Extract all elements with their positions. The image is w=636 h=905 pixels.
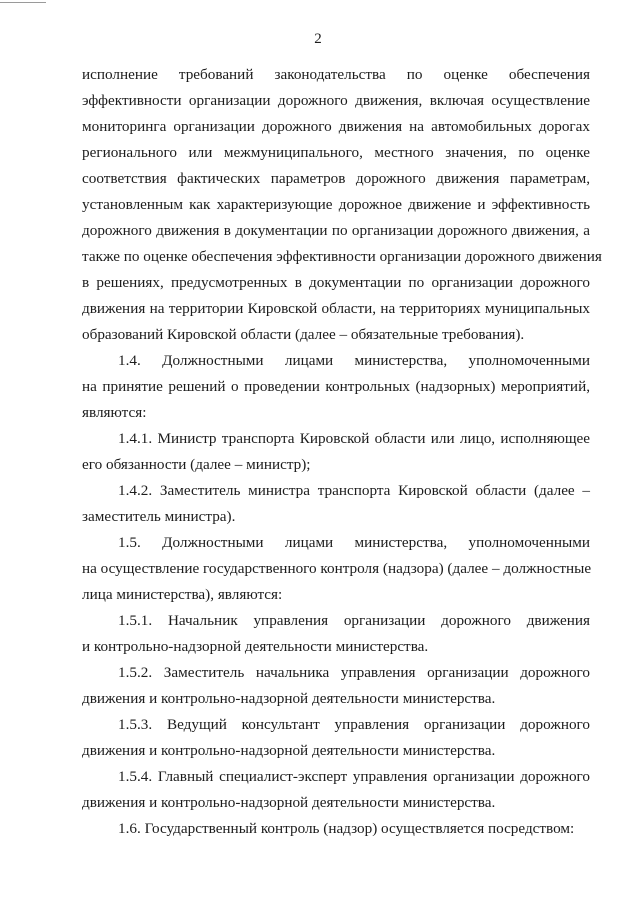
- document-line: 1.4.2. Заместитель министра транспорта Кировской области (далее –: [118, 482, 590, 499]
- document-line: лица министерства), являются:: [82, 586, 283, 603]
- document-line: движения и контрольно-надзорной деятельности министерства.: [82, 794, 496, 811]
- document-line: на осуществление государственного контроля (надзора) (далее – должностные: [82, 560, 592, 577]
- document-line: в решениях, предусмотренных в документации по организации дорожного: [82, 274, 590, 291]
- document-line: являются:: [82, 404, 147, 421]
- document-line: дорожного движения в документации по организации дорожного движения, а: [82, 222, 590, 239]
- document-line: на принятие решений о проведении контрольных (надзорных) мероприятий,: [82, 378, 590, 395]
- document-line: 1.4.1. Министр транспорта Кировской области или лицо, исполняющее: [118, 430, 590, 447]
- scan-corner-mark: [0, 2, 46, 3]
- document-line: движения и контрольно-надзорной деятельности министерства.: [82, 690, 496, 707]
- document-line: 1.5.2. Заместитель начальника управления организации дорожного: [118, 664, 590, 681]
- document-line: движения на территории Кировской области, на территориях муниципальных: [82, 300, 590, 317]
- document-line: его обязанности (далее – министр);: [82, 456, 311, 473]
- document-line: мониторинга организации дорожного движения на автомобильных дорогах: [82, 118, 590, 135]
- document-line: также по оценке обеспечения эффективности организации дорожного движения: [82, 248, 602, 265]
- document-line: движения и контрольно-надзорной деятельности министерства.: [82, 742, 496, 759]
- document-line: 1.5.3. Ведущий консультант управления организации дорожного: [118, 716, 590, 733]
- document-line: и контрольно-надзорной деятельности министерства.: [82, 638, 429, 655]
- document-line: 1.5.4. Главный специалист-эксперт управления организации дорожного: [118, 768, 590, 785]
- page-number: 2: [314, 31, 322, 47]
- document-line: 1.6. Государственный контроль (надзор) осуществляется посредством:: [118, 820, 575, 837]
- document-line: 1.5. Должностными лицами министерства, уполномоченными: [118, 534, 590, 551]
- document-line: установленным как характеризующие дорожное движение и эффективность: [82, 196, 590, 213]
- document-line: заместитель министра).: [82, 508, 236, 525]
- document-line: соответствия фактических параметров дорожного движения параметрам,: [82, 170, 590, 187]
- document-line: образований Кировской области (далее – обязательные требования).: [82, 326, 525, 343]
- document-line: 1.5.1. Начальник управления организации дорожного движения: [118, 612, 590, 629]
- document-line: эффективности организации дорожного движения, включая осуществление: [82, 92, 590, 109]
- document-line: регионального или межмуниципального, местного значения, по оценке: [82, 144, 590, 161]
- document-line: 1.4. Должностными лицами министерства, уполномоченными: [118, 352, 590, 369]
- document-body: [82, 62, 602, 842]
- document-line: исполнение требований законодательства по оценке обеспечения: [82, 66, 590, 83]
